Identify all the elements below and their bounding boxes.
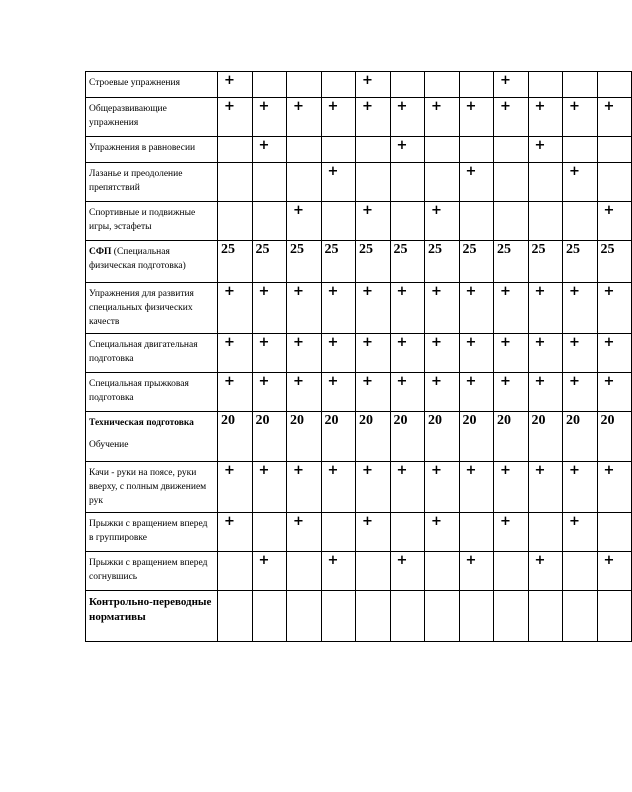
plan-mark-cell xyxy=(563,72,598,98)
plan-mark-cell xyxy=(218,552,253,591)
plan-mark-cell: + xyxy=(287,283,322,334)
plan-mark-cell xyxy=(287,591,322,642)
plan-mark-cell: + xyxy=(494,283,529,334)
plan-mark-cell: + xyxy=(321,98,356,137)
plan-mark-cell xyxy=(425,591,460,642)
row-label-text: Упражнения для развития специальных физических качеств xyxy=(89,289,194,327)
plan-mark-cell: + xyxy=(321,462,356,513)
table-row xyxy=(86,513,632,552)
hours-cell: 25 xyxy=(425,241,460,283)
plan-mark-cell: + xyxy=(563,373,598,412)
row-label xyxy=(86,72,218,98)
plan-mark-cell xyxy=(494,591,529,642)
plan-mark-cell xyxy=(563,552,598,591)
row-label-text: Специальная двигательная подготовка xyxy=(89,340,198,364)
plan-mark-cell xyxy=(356,552,391,591)
plan-mark-cell: + xyxy=(287,334,322,373)
plan-mark-cell: + xyxy=(425,462,460,513)
plan-mark-cell xyxy=(494,163,529,202)
plan-mark-cell xyxy=(459,137,494,163)
table-row xyxy=(86,98,632,137)
hours-cell: 25 xyxy=(287,241,322,283)
plan-mark-cell xyxy=(528,72,563,98)
table-row xyxy=(86,283,632,334)
plan-mark-cell xyxy=(597,137,632,163)
plan-mark-cell xyxy=(252,202,287,241)
plan-mark-cell xyxy=(287,163,322,202)
plan-mark-cell: + xyxy=(459,98,494,137)
row-label-text: Упражнения в равновесии xyxy=(89,143,196,153)
plan-mark-cell xyxy=(287,72,322,98)
hours-cell: 20 xyxy=(563,412,598,462)
plan-mark-cell: + xyxy=(287,202,322,241)
plan-mark-cell: + xyxy=(528,137,563,163)
section-title: Техническая подготовка xyxy=(89,418,194,428)
plan-mark-cell: + xyxy=(356,513,391,552)
plan-mark-cell: + xyxy=(459,462,494,513)
plan-mark-cell: + xyxy=(356,283,391,334)
plan-mark-cell: + xyxy=(287,462,322,513)
plan-mark-cell xyxy=(252,163,287,202)
plan-mark-cell xyxy=(459,591,494,642)
plan-mark-cell: + xyxy=(597,552,632,591)
plan-mark-cell xyxy=(287,552,322,591)
plan-mark-cell: + xyxy=(563,163,598,202)
plan-mark-cell: + xyxy=(287,513,322,552)
hours-cell: 25 xyxy=(494,241,529,283)
plan-mark-cell xyxy=(321,137,356,163)
hours-cell: 25 xyxy=(459,241,494,283)
row-label xyxy=(86,163,218,202)
plan-mark-cell xyxy=(287,137,322,163)
hours-cell: 25 xyxy=(528,241,563,283)
plan-mark-cell xyxy=(390,513,425,552)
plan-mark-cell: + xyxy=(494,98,529,137)
hours-cell: 20 xyxy=(425,412,460,462)
plan-mark-cell: + xyxy=(459,373,494,412)
plan-mark-cell xyxy=(321,591,356,642)
plan-mark-cell xyxy=(563,137,598,163)
table-row xyxy=(86,373,632,412)
row-label xyxy=(86,462,218,513)
plan-mark-cell: + xyxy=(494,334,529,373)
row-label xyxy=(86,283,218,334)
plan-mark-cell xyxy=(356,591,391,642)
plan-mark-cell xyxy=(425,552,460,591)
plan-mark-cell xyxy=(597,513,632,552)
row-label-text: Прыжки с вращением вперед согнувшись xyxy=(89,558,208,582)
table-row xyxy=(86,163,632,202)
plan-mark-cell: + xyxy=(494,72,529,98)
plan-mark-cell xyxy=(528,591,563,642)
plan-mark-cell: + xyxy=(459,283,494,334)
plan-mark-cell: + xyxy=(321,552,356,591)
plan-mark-cell: + xyxy=(528,98,563,137)
hours-cell: 20 xyxy=(494,412,529,462)
hours-cell: 20 xyxy=(356,412,391,462)
plan-mark-cell: + xyxy=(459,552,494,591)
plan-mark-cell: + xyxy=(425,334,460,373)
plan-mark-cell: + xyxy=(563,334,598,373)
plan-mark-cell: + xyxy=(321,283,356,334)
plan-mark-cell xyxy=(563,591,598,642)
plan-mark-cell xyxy=(321,202,356,241)
plan-mark-cell xyxy=(528,513,563,552)
plan-mark-cell: + xyxy=(563,513,598,552)
plan-mark-cell: + xyxy=(252,334,287,373)
plan-mark-cell xyxy=(528,163,563,202)
hours-cell: 20 xyxy=(252,412,287,462)
plan-mark-cell: + xyxy=(356,462,391,513)
plan-mark-cell: + xyxy=(563,98,598,137)
plan-mark-cell: + xyxy=(494,513,529,552)
row-label-text: Специальная прыжковая подготовка xyxy=(89,379,189,403)
plan-mark-cell: + xyxy=(425,283,460,334)
plan-mark-cell: + xyxy=(390,98,425,137)
plan-mark-cell: + xyxy=(356,373,391,412)
row-label-text: Лазанье и преодоление препятствий xyxy=(89,169,183,193)
hours-cell: 25 xyxy=(390,241,425,283)
plan-mark-cell: + xyxy=(459,334,494,373)
plan-mark-cell xyxy=(390,163,425,202)
plan-mark-cell xyxy=(425,137,460,163)
plan-mark-cell xyxy=(597,163,632,202)
plan-mark-cell: + xyxy=(390,137,425,163)
row-label xyxy=(86,137,218,163)
plan-mark-cell: + xyxy=(459,163,494,202)
plan-mark-cell xyxy=(459,202,494,241)
plan-mark-cell xyxy=(390,202,425,241)
plan-mark-cell: + xyxy=(321,334,356,373)
training-plan-table xyxy=(85,71,632,642)
plan-mark-cell xyxy=(459,513,494,552)
row-label xyxy=(86,334,218,373)
table-row xyxy=(86,552,632,591)
plan-mark-cell: + xyxy=(252,137,287,163)
table-row xyxy=(86,202,632,241)
row-label-text: Спортивные и подвижные игры, эстафеты xyxy=(89,208,196,232)
hours-cell: 20 xyxy=(597,412,632,462)
table-body xyxy=(86,72,632,642)
hours-cell: 20 xyxy=(528,412,563,462)
row-label xyxy=(86,98,218,137)
plan-mark-cell: + xyxy=(252,283,287,334)
plan-mark-cell: + xyxy=(528,334,563,373)
table-row xyxy=(86,241,632,283)
plan-mark-cell xyxy=(218,137,253,163)
plan-mark-cell: + xyxy=(425,202,460,241)
plan-mark-cell xyxy=(390,591,425,642)
row-label-text: Строевые упражнения xyxy=(89,78,180,88)
plan-mark-cell: + xyxy=(528,373,563,412)
hours-cell: 25 xyxy=(218,241,253,283)
row-label-text: Качи - руки на поясе, руки вверху, с полным движением рук xyxy=(89,468,207,506)
row-label-text: Общеразвивающие упражнения xyxy=(89,104,167,128)
section-heading: Контрольно-переводные нормативы xyxy=(89,596,212,623)
plan-mark-cell: + xyxy=(252,98,287,137)
plan-mark-cell xyxy=(597,72,632,98)
section-title: СФП xyxy=(89,247,112,257)
plan-mark-cell: + xyxy=(390,552,425,591)
row-label xyxy=(86,412,218,462)
plan-mark-cell: + xyxy=(597,98,632,137)
plan-mark-cell: + xyxy=(252,373,287,412)
plan-mark-cell: + xyxy=(528,552,563,591)
plan-mark-cell: + xyxy=(287,373,322,412)
row-sublabel: Обучение xyxy=(89,440,129,450)
plan-mark-cell xyxy=(597,591,632,642)
plan-mark-cell xyxy=(528,202,563,241)
plan-mark-cell: + xyxy=(597,283,632,334)
plan-mark-cell: + xyxy=(356,72,391,98)
row-label xyxy=(86,513,218,552)
plan-mark-cell xyxy=(252,591,287,642)
plan-mark-cell xyxy=(390,72,425,98)
plan-mark-cell: + xyxy=(390,283,425,334)
plan-mark-cell xyxy=(356,163,391,202)
plan-mark-cell: + xyxy=(252,462,287,513)
plan-mark-cell: + xyxy=(218,334,253,373)
plan-mark-cell: + xyxy=(252,552,287,591)
plan-mark-cell: + xyxy=(218,513,253,552)
plan-mark-cell xyxy=(218,202,253,241)
plan-mark-cell: + xyxy=(563,283,598,334)
plan-mark-cell xyxy=(218,591,253,642)
plan-mark-cell: + xyxy=(563,462,598,513)
plan-mark-cell: + xyxy=(356,334,391,373)
plan-mark-cell xyxy=(252,513,287,552)
plan-mark-cell xyxy=(321,513,356,552)
plan-mark-cell: + xyxy=(425,373,460,412)
row-label xyxy=(86,591,218,642)
plan-mark-cell: + xyxy=(494,462,529,513)
plan-mark-cell xyxy=(494,202,529,241)
plan-mark-cell xyxy=(252,72,287,98)
plan-mark-cell xyxy=(321,72,356,98)
plan-mark-cell xyxy=(425,163,460,202)
hours-cell: 25 xyxy=(321,241,356,283)
hours-cell: 20 xyxy=(218,412,253,462)
plan-mark-cell: + xyxy=(597,373,632,412)
plan-mark-cell: + xyxy=(218,373,253,412)
table-row xyxy=(86,72,632,98)
hours-cell: 20 xyxy=(390,412,425,462)
table-row xyxy=(86,412,632,462)
plan-mark-cell: + xyxy=(597,462,632,513)
hours-cell: 25 xyxy=(563,241,598,283)
plan-mark-cell: + xyxy=(356,98,391,137)
plan-mark-cell: + xyxy=(494,373,529,412)
plan-mark-cell: + xyxy=(528,462,563,513)
row-label xyxy=(86,202,218,241)
table-row xyxy=(86,137,632,163)
table-row xyxy=(86,462,632,513)
plan-mark-cell: + xyxy=(597,202,632,241)
plan-mark-cell xyxy=(356,137,391,163)
hours-cell: 20 xyxy=(287,412,322,462)
plan-mark-cell: + xyxy=(218,283,253,334)
plan-mark-cell: + xyxy=(218,462,253,513)
plan-mark-cell xyxy=(459,72,494,98)
plan-mark-cell: + xyxy=(390,462,425,513)
plan-mark-cell: + xyxy=(356,202,391,241)
hours-cell: 20 xyxy=(321,412,356,462)
plan-mark-cell: + xyxy=(218,98,253,137)
plan-mark-cell: + xyxy=(321,163,356,202)
plan-mark-cell: + xyxy=(597,334,632,373)
plan-mark-cell: + xyxy=(425,98,460,137)
plan-mark-cell xyxy=(218,163,253,202)
plan-mark-cell: + xyxy=(390,373,425,412)
plan-mark-cell xyxy=(425,72,460,98)
plan-mark-cell: + xyxy=(425,513,460,552)
row-label-text: Прыжки с вращением вперед в группировке xyxy=(89,519,208,543)
hours-cell: 25 xyxy=(252,241,287,283)
plan-mark-cell xyxy=(494,137,529,163)
plan-mark-cell: + xyxy=(321,373,356,412)
plan-mark-cell: + xyxy=(390,334,425,373)
row-label xyxy=(86,373,218,412)
hours-cell: 25 xyxy=(597,241,632,283)
row-label xyxy=(86,241,218,283)
plan-mark-cell: + xyxy=(218,72,253,98)
row-label xyxy=(86,552,218,591)
plan-mark-cell xyxy=(563,202,598,241)
plan-mark-cell: + xyxy=(287,98,322,137)
plan-mark-cell: + xyxy=(528,283,563,334)
table-row xyxy=(86,334,632,373)
plan-mark-cell xyxy=(494,552,529,591)
hours-cell: 20 xyxy=(459,412,494,462)
hours-cell: 25 xyxy=(356,241,391,283)
table-row xyxy=(86,591,632,642)
row-label-text: (Специальная физическая подготовка) xyxy=(89,247,186,271)
